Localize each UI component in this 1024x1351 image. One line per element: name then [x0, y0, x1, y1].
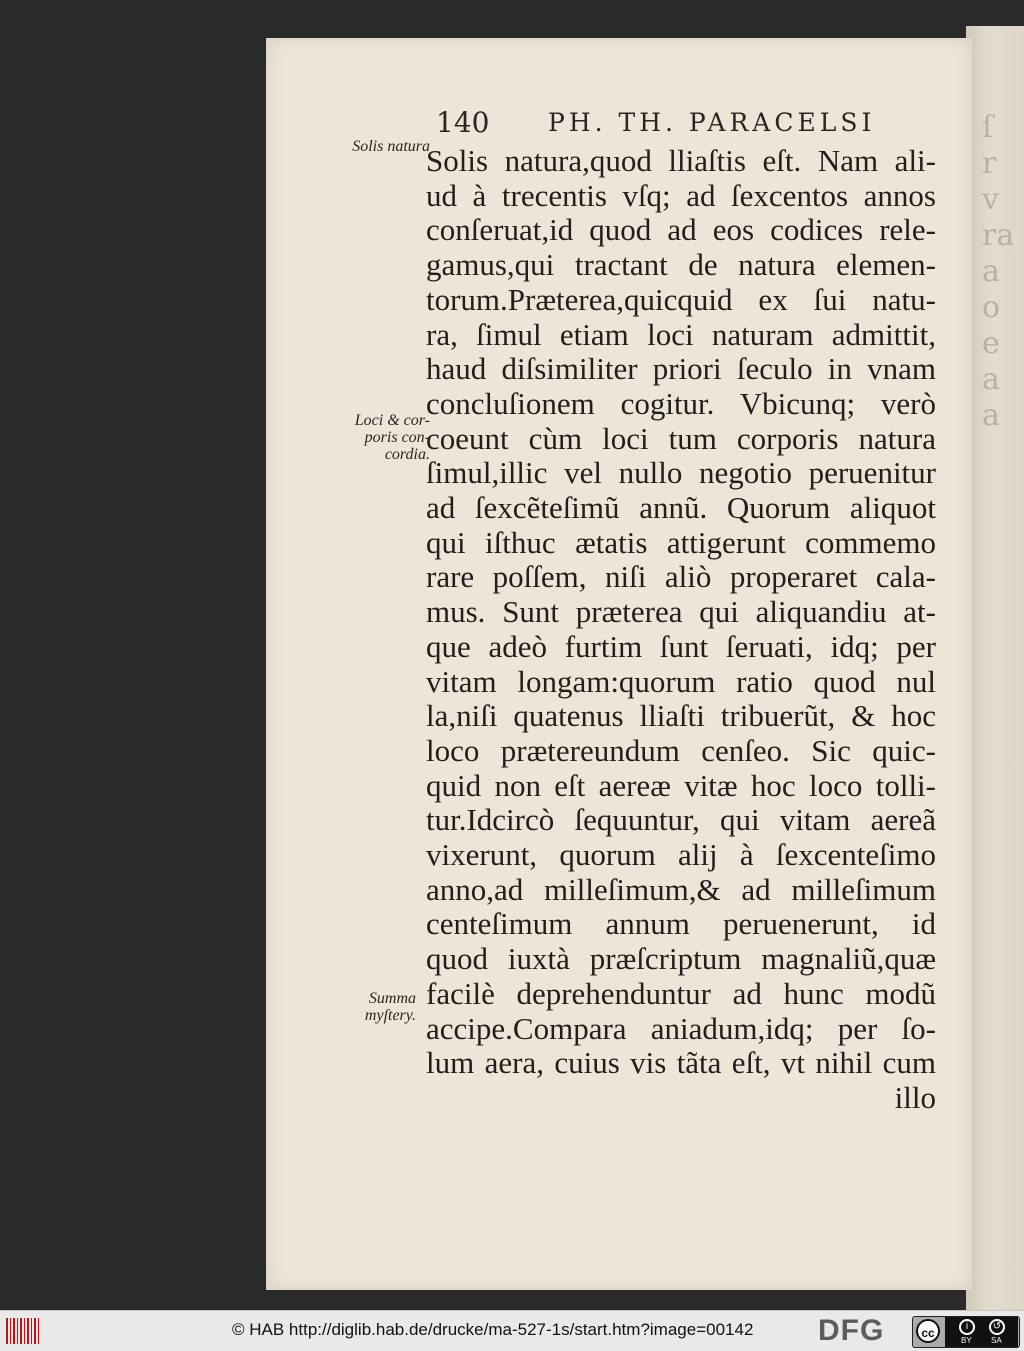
text-line: anno,ad milleſimum,& ad milleſimum [426, 871, 936, 907]
by-label: BY [961, 1336, 972, 1345]
text-line: ud à trecentis vſq; ad ſexcentos annos [426, 177, 936, 213]
cc-icon: cc [916, 1319, 940, 1343]
text-line: quod iuxtà præſcriptum magnaliũ,quæ [426, 941, 936, 977]
text-line: torum.Præterea,quicquid ex ſui natu- [426, 281, 936, 317]
sa-label: SA [991, 1336, 1002, 1345]
marginal-note-solis-natura [318, 138, 430, 155]
text-line: concluſionem cogitur. Vbicunq; verò [426, 385, 936, 421]
share-alike-icon: ↺ [989, 1319, 1005, 1335]
text-line: facilè deprehenduntur ad hunc modũ [426, 975, 936, 1011]
cc-license-terms [945, 1317, 1018, 1347]
text-line: haud diſsimiliter priori ſeculo in vnam [426, 351, 936, 387]
page-number: 140 [436, 106, 490, 139]
text-line: conſeruat,id quod ad eos codices rele- [426, 212, 936, 248]
footer-bar [0, 1310, 1024, 1351]
text-line: lum aera, cuius vis tãta eſt, vt nihil cum [426, 1045, 936, 1081]
marginal-note-loci-concordia [310, 412, 430, 463]
text-line: quid non eſt aereæ vitæ hoc loco tolli- [426, 767, 936, 803]
text-line: coeunt cùm loci tum corporis natura [426, 420, 936, 456]
marginal-line: Loci & cor- [354, 412, 430, 429]
dfg-logo: DFG [818, 1314, 885, 1347]
marginal-note-summa-mysterii [310, 990, 416, 1024]
marginal-line: cordia. [384, 446, 430, 463]
text-line: que adeò furtim ſunt ſeruati, idq; per [426, 628, 936, 664]
text-line: ad ſexcẽteſimũ annũ. Quorum aliquot [426, 490, 936, 526]
text-line: vitam longam:quorum ratio quod nul [426, 663, 936, 699]
text-line: mus. Sunt præterea qui aliquandiu at- [426, 594, 936, 630]
text-line: loco prætereundum cenſeo. Sic quic- [426, 732, 936, 768]
permalink-credit[interactable]: © HAB http://diglib.hab.de/drucke/ma-527-1s/start.htm?image=00142 [232, 1320, 754, 1339]
text-line: rare poſſem, niſi aliò properaret cala- [426, 559, 936, 595]
text-line: la,niſi quatenus lliaſti tribuerũt, & hoc [426, 698, 936, 734]
text-line: ra, ſimul etiam loci naturam admittit, [426, 316, 936, 352]
marginal-line: Solis natura [352, 138, 430, 155]
text-line: vixerunt, quorum alij à ſexcenteſimo [426, 837, 936, 873]
text-line: gamus,qui tractant de natura elemen- [426, 247, 936, 283]
hab-barcode-icon [6, 1318, 40, 1344]
text-line: qui iſthuc ætatis attigerunt commemo [426, 524, 936, 560]
text-line: centeſimum annum peruenerunt, id [426, 906, 936, 942]
running-title: PH. TH. PARACELSI [548, 108, 876, 137]
attribution-icon: i [959, 1319, 975, 1335]
body-text [426, 144, 936, 1116]
marginal-line: myſtery. [364, 1007, 416, 1024]
text-line: Solis natura,quod lliaſtis eſt. Nam ali- [426, 143, 936, 178]
text-line: ſimul,illic vel nullo negotio peruenitur [426, 455, 936, 491]
catchword: illo [894, 1079, 936, 1115]
text-line: accipe.Compara aniadum,idq; per ſo- [426, 1010, 936, 1046]
marginal-line: poris con- [364, 429, 430, 446]
marginal-line: Summa [368, 990, 416, 1007]
cc-by-sa-license-badge[interactable] [912, 1316, 1020, 1348]
text-line: tur.Idcircò ſequuntur, qui vitam aereã [426, 802, 936, 838]
facing-page-bleed-through: ſ r v ra a o e a a [982, 110, 1015, 433]
